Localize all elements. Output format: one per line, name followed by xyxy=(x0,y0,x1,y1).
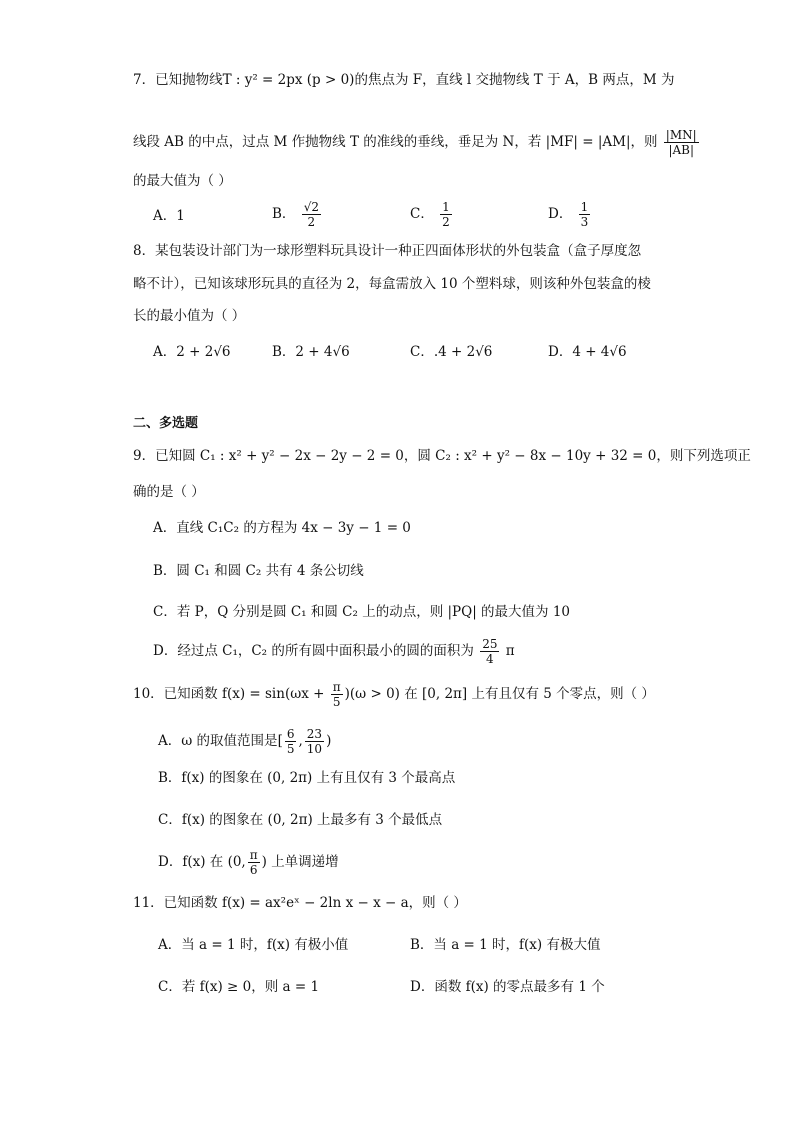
q8-option-d[interactable]: D．4 + 4√6 xyxy=(548,344,627,360)
q10-option-a-fraction-1 xyxy=(285,727,297,756)
q10-option-a-denominator-2: 10 xyxy=(306,742,323,756)
q7-option-b-fraction xyxy=(302,200,321,229)
q10-option-a-text: A．ω 的取值范围是 xyxy=(158,733,278,749)
q10-stem-pi-numerator: π xyxy=(332,680,341,694)
q10-option-d[interactable] xyxy=(158,848,339,877)
q7-option-d-fraction xyxy=(579,200,591,229)
q10-option-c[interactable]: C．f(x) 的图象在 (0, 2π) 上最多有 3 个最低点 xyxy=(158,812,443,828)
q10-stem-pi-fraction xyxy=(331,680,343,709)
q7-option-b-label: B． xyxy=(272,206,296,222)
q7-option-c[interactable] xyxy=(410,200,454,229)
section-title-multiple-choice: 二、多选题 xyxy=(133,416,199,431)
q9-option-b[interactable]: B．圆 C₁ 和圆 C₂ 共有 4 条公切线 xyxy=(153,563,364,579)
q10-option-a-numerator-1: 6 xyxy=(286,727,295,741)
q7-option-b-numerator: √2 xyxy=(303,200,319,214)
q10-option-a-numerator-2: 23 xyxy=(306,727,323,741)
q8-stem-line3: 长的最小值为（ ） xyxy=(133,308,246,324)
q7-option-c-numerator: 1 xyxy=(442,200,450,214)
q10-stem-func: 10．已知函数 f(x) = sin xyxy=(133,686,285,702)
q10-option-a-fraction-2 xyxy=(305,727,324,756)
q9-option-c[interactable]: C．若 P，Q 分别是圆 C₁ 和圆 C₂ 上的动点，则 |PQ| 的最大值为 10 xyxy=(153,604,571,620)
q8-stem-line2: 略不计），已知该球形玩具的直径为 2，每盒需放入 10 个塑料球，则该种外包装盒的棱 xyxy=(133,276,651,292)
q10-option-a-separator: , xyxy=(298,733,303,749)
q9-option-d[interactable] xyxy=(153,637,515,666)
q11-option-d[interactable]: D．函数 f(x) 的零点最多有 1 个 xyxy=(410,979,605,995)
q10-option-d-denominator: 6 xyxy=(249,863,258,877)
q8-option-c[interactable]: C．.4 + 2√6 xyxy=(410,344,493,360)
q7-option-d[interactable] xyxy=(548,200,592,229)
q10-option-d-text: D．f(x) 在 xyxy=(158,854,224,870)
q10-option-d-numerator: π xyxy=(249,848,258,862)
q10-option-d-paren-close: ) xyxy=(261,854,267,870)
q7-option-b[interactable] xyxy=(272,200,323,229)
q9-stem-line2: 确的是（ ） xyxy=(133,484,205,500)
q9-stem-line1: 9．已知圆 C₁ : x² + y² − 2x − 2y − 2 = 0，圆 C₂ : x² + y² − 8x − 10y + 32 = 0，则下列选项正 xyxy=(133,448,751,464)
q7-stem-line3: 的最大值为（ ） xyxy=(133,173,232,189)
q7-stem-line2-text: 线段 AB 的中点，过点 M 作抛物线 T 的准线的垂线，垂足为 N，若 |MF| = |AM|，则 xyxy=(133,134,658,150)
q9-option-a[interactable]: A．直线 C₁C₂ 的方程为 4x − 3y − 1 = 0 xyxy=(153,520,411,536)
q7-option-a[interactable]: A．1 xyxy=(153,208,185,224)
q7-stem-line1: 7．已知抛物线T : y² = 2px (p > 0)的焦点为 F，直线 l 交抛物线 T 于 A，B 两点，M 为 xyxy=(133,72,675,88)
q10-stem-line1 xyxy=(133,680,655,709)
q9-option-d-text: D．经过点 C₁，C₂ 的所有圆中面积最小的圆的面积为 xyxy=(153,643,474,659)
q7-option-d-label: D． xyxy=(548,206,573,222)
q11-stem-line1: 11．已知函数 f(x) = ax²eˣ − 2ln x − x − a，则（ ） xyxy=(133,895,467,911)
q7-option-b-denominator: 2 xyxy=(307,215,316,229)
q7-option-d-denominator: 3 xyxy=(580,215,589,229)
q10-option-d-text-end: 上单调递增 xyxy=(271,854,339,870)
q10-option-b[interactable]: B．f(x) 的图象在 (0, 2π) 上有且仅有 3 个最高点 xyxy=(158,770,456,786)
q8-option-a[interactable]: A．2 + 2√6 xyxy=(153,344,231,360)
q10-option-a-bracket-open: [ xyxy=(277,733,283,749)
q8-option-b[interactable]: B．2 + 4√6 xyxy=(272,344,350,360)
q10-option-d-paren-open: (0, xyxy=(227,854,246,870)
q7-option-c-denominator: 2 xyxy=(442,215,450,229)
q7-ratio-numerator: |MN| xyxy=(665,128,697,142)
q11-option-a[interactable]: A．当 a = 1 时，f(x) 有极小值 xyxy=(158,937,349,953)
q7-ratio-fraction xyxy=(664,128,699,157)
q7-option-d-numerator: 1 xyxy=(580,200,589,214)
q9-option-d-denominator: 4 xyxy=(486,652,494,666)
q10-stem-paren-open: (ωx + xyxy=(284,686,325,702)
q7-option-c-fraction xyxy=(440,200,452,229)
q10-option-a-denominator-1: 5 xyxy=(286,742,295,756)
q10-option-a[interactable] xyxy=(158,727,331,756)
q7-ratio-denominator: |AB| xyxy=(668,143,695,157)
q9-option-d-pi: π xyxy=(505,643,515,659)
q10-stem-pi-denominator: 5 xyxy=(332,695,341,709)
q9-option-d-fraction xyxy=(480,637,499,666)
q8-stem-line1: 8．某包装设计部门为一球形塑料玩具设计一种正四面体形状的外包装盒（盒子厚度忽 xyxy=(133,243,642,259)
q7-stem-line2 xyxy=(133,128,701,157)
q10-option-d-fraction xyxy=(248,848,260,877)
q9-option-d-numerator: 25 xyxy=(482,637,498,651)
q11-option-b[interactable]: B．当 a = 1 时，f(x) 有极大值 xyxy=(410,937,601,953)
q10-option-a-paren-close: ) xyxy=(326,733,332,749)
q10-stem-rest: )(ω > 0) 在 [0, 2π] 上有且仅有 5 个零点，则（ ） xyxy=(344,686,655,702)
q7-option-c-label: C． xyxy=(410,206,434,222)
q11-option-c[interactable]: C．若 f(x) ≥ 0，则 a = 1 xyxy=(158,979,320,995)
